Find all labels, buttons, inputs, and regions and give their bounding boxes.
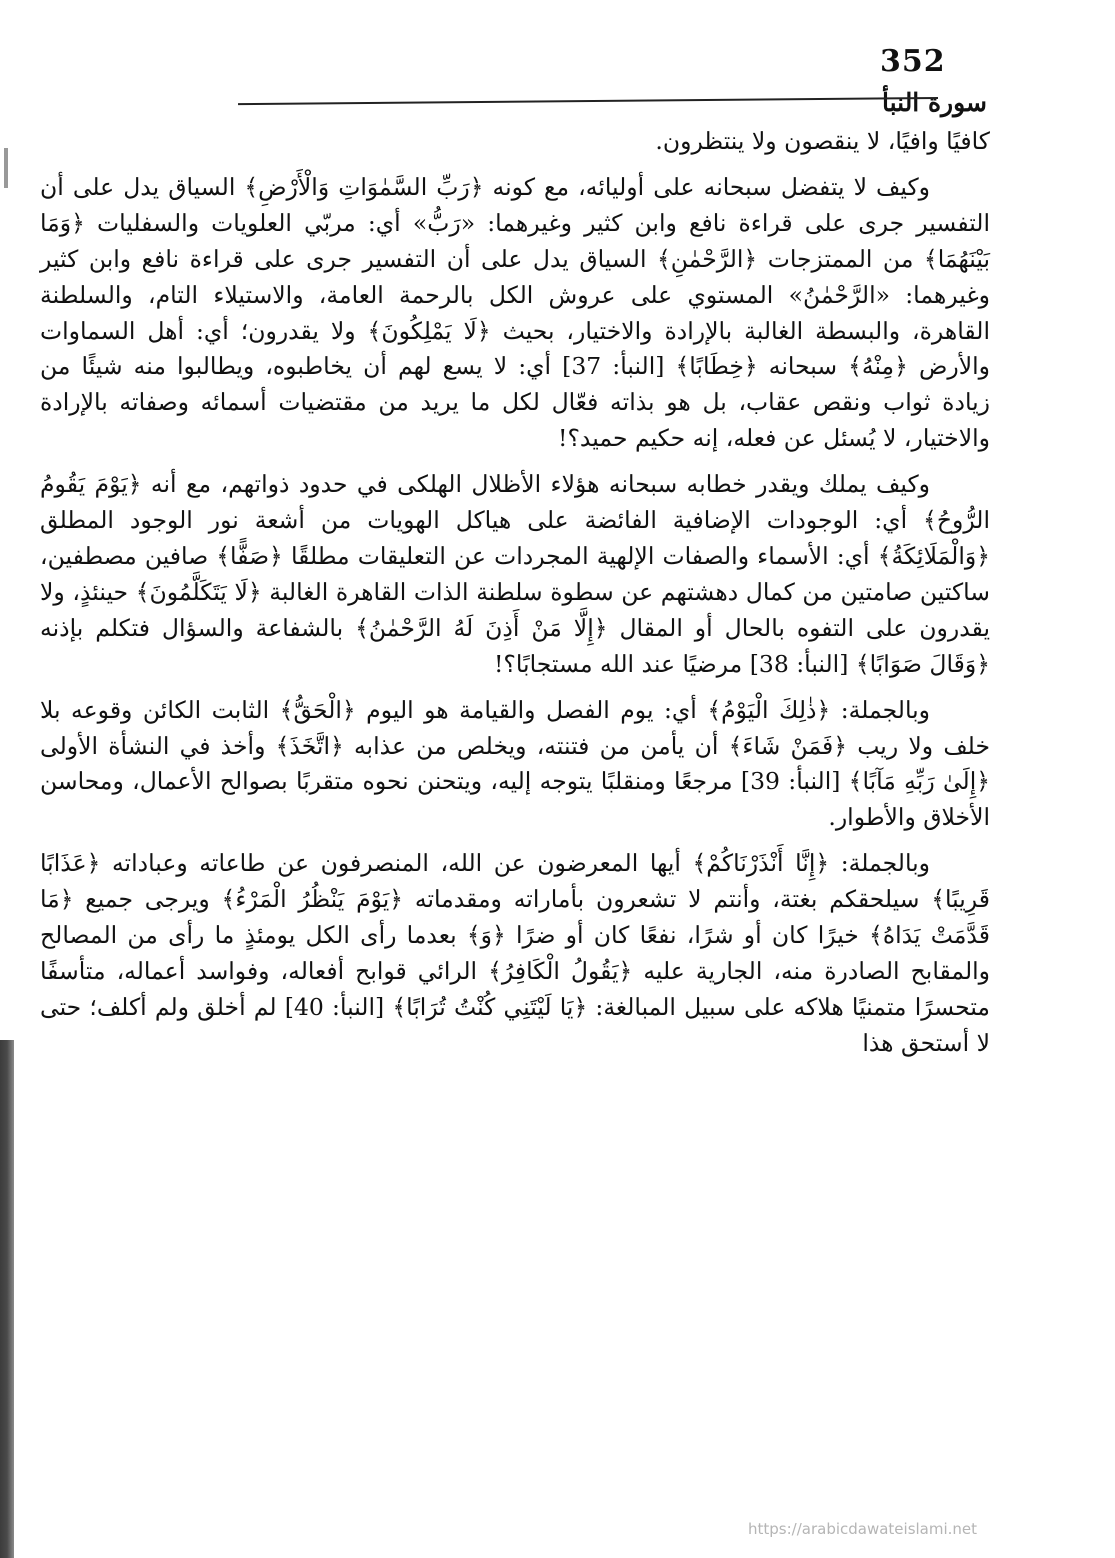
paragraph: وكيف يملك ويقدر خطابه سبحانه هؤلاء الأظلال الهلكى في حدود ذواتهم، مع أنه ﴿يَوْمَ يَقُومُ الرُّوحُ﴾ أي: الوجودات الإضافية الفائضة على هياكل الهويات من أشعة نور الوجود المطلق ﴿وَالْمَلَائِكَةُ﴾ أي: الأسماء والصفات الإلهية المجردات عن التعليقات مطلقًا ﴿صَفًّا﴾ صافين مصطفين، ساكتين صامتين من كمال دهشتهم عن سطوة سلطنة الذات القاهرة الغالبة ﴿لَا يَتَكَلَّمُونَ﴾ حينئذٍ، ولا يقدرون على التفوه بالحال أو المقال ﴿إِلَّا مَنْ أَذِنَ لَهُ الرَّحْمٰنُ﴾ بالشفاعة والسؤال فتكلم بإذنه ﴿وَقَالَ صَوَابًا﴾ [النبأ: 38] مرضيًا عند الله مستجابًا؟!: [40, 470, 990, 678]
body-text: [40, 124, 990, 1062]
scan-edge-shadow: [0, 1040, 14, 1558]
paragraph: وكيف لا يتفضل سبحانه على أوليائه، مع كونه ﴿رَبِّ السَّمٰوَاتِ وَالْأَرْضِ﴾ السياق يدل على أن التفسير جرى على قراءة نافع وابن كثير وغيرهما: «رَبُّ» أي: مربّي العلويات والسفليات ﴿وَمَا بَيْنَهُمَا﴾ من الممتزجات ﴿الرَّحْمٰنِ﴾ السياق يدل على أن التفسير جرى على قراءة نافع وابن كثير وغيرهما: «الرَّحْمٰنُ» المستوي على عروش الكل بالرحمة العامة، والاستيلاء التام، والسلطنة القاهرة، والبسطة الغالبة بالإرادة والاختيار، بحيث ﴿لَا يَمْلِكُونَ﴾ ولا يقدرون؛ أي: أهل السماوات والأرض ﴿مِنْهُ﴾ سبحانه ﴿خِطَابًا﴾ [النبأ: 37] أي: لا يسع لهم أن يخاطبوه، ويطالبوا منه شيئًا من زيادة ثواب ونقص عقاب، بل هو بذاته فعّال لكل ما يريد من مقتضيات أسمائه وصفاته بالإرادة والاختيار، لا يُسئل عن فعله، إنه حكيم حميد؟!: [40, 172, 991, 453]
paragraph: وبالجملة: ﴿ذٰلِكَ الْيَوْمُ﴾ أي: يوم الفصل والقيامة هو اليوم ﴿الْحَقُّ﴾ الثابت الكائن وقوعه بلا خلف ولا ريب ﴿فَمَنْ شَاءَ﴾ أن يأمن من فتنته، ويخلص من عذابه ﴿اتَّخَذَ﴾ وأخذ في النشأة الأولى ﴿إِلَىٰ رَبِّهِ مَآبًا﴾ [النبأ: 39] مرجعًا ومنقلبًا يتوجه إليه، ويتحنن نحوه متقربًا بصوالح الأعمال، ومحاسن الأخلاق والأطوار.: [40, 695, 991, 832]
paragraph: كافيًا وافيًا، لا ينقصون ولا ينتظرون.: [655, 127, 990, 155]
page-number: 352: [880, 44, 946, 79]
scan-speck: [4, 148, 8, 188]
running-head: سورة النبأ: [881, 88, 987, 117]
watermark-url: https://arabicdawateislami.net: [748, 1520, 978, 1538]
header-rule: [238, 97, 938, 105]
paragraph: وبالجملة: ﴿إِنَّا أَنْذَرْنَاكُمْ﴾ أيها المعرضون عن الله، المنصرفون عن طاعاته وعباداته ﴿عَذَابًا قَرِيبًا﴾ سيلحقكم بغتة، وأنتم لا تشعرون بأماراته ومقدماته ﴿يَوْمَ يَنْظُرُ الْمَرْءُ﴾ ويرجى جميع ﴿مَا قَدَّمَتْ يَدَاهُ﴾ خيرًا كان أو شرًا، نفعًا كان أو ضرًا ﴿وَ﴾ بعدما رأى الكل يومئذٍ ما رأى من المصالح والمقابح الصادرة منه، الجارية عليه ﴿يَقُولُ الْكَافِرُ﴾ الرائي قوابح أفعاله، وفواسد أعماله، متأسفًا متحسرًا متمنيًا هلاكه على سبيل المبالغة: ﴿يَا لَيْتَنِي كُنْتُ تُرَابًا﴾ [النبأ: 40] لم أخلق ولم أكلف؛ حتى لا أستحق هذا: [40, 849, 991, 1057]
